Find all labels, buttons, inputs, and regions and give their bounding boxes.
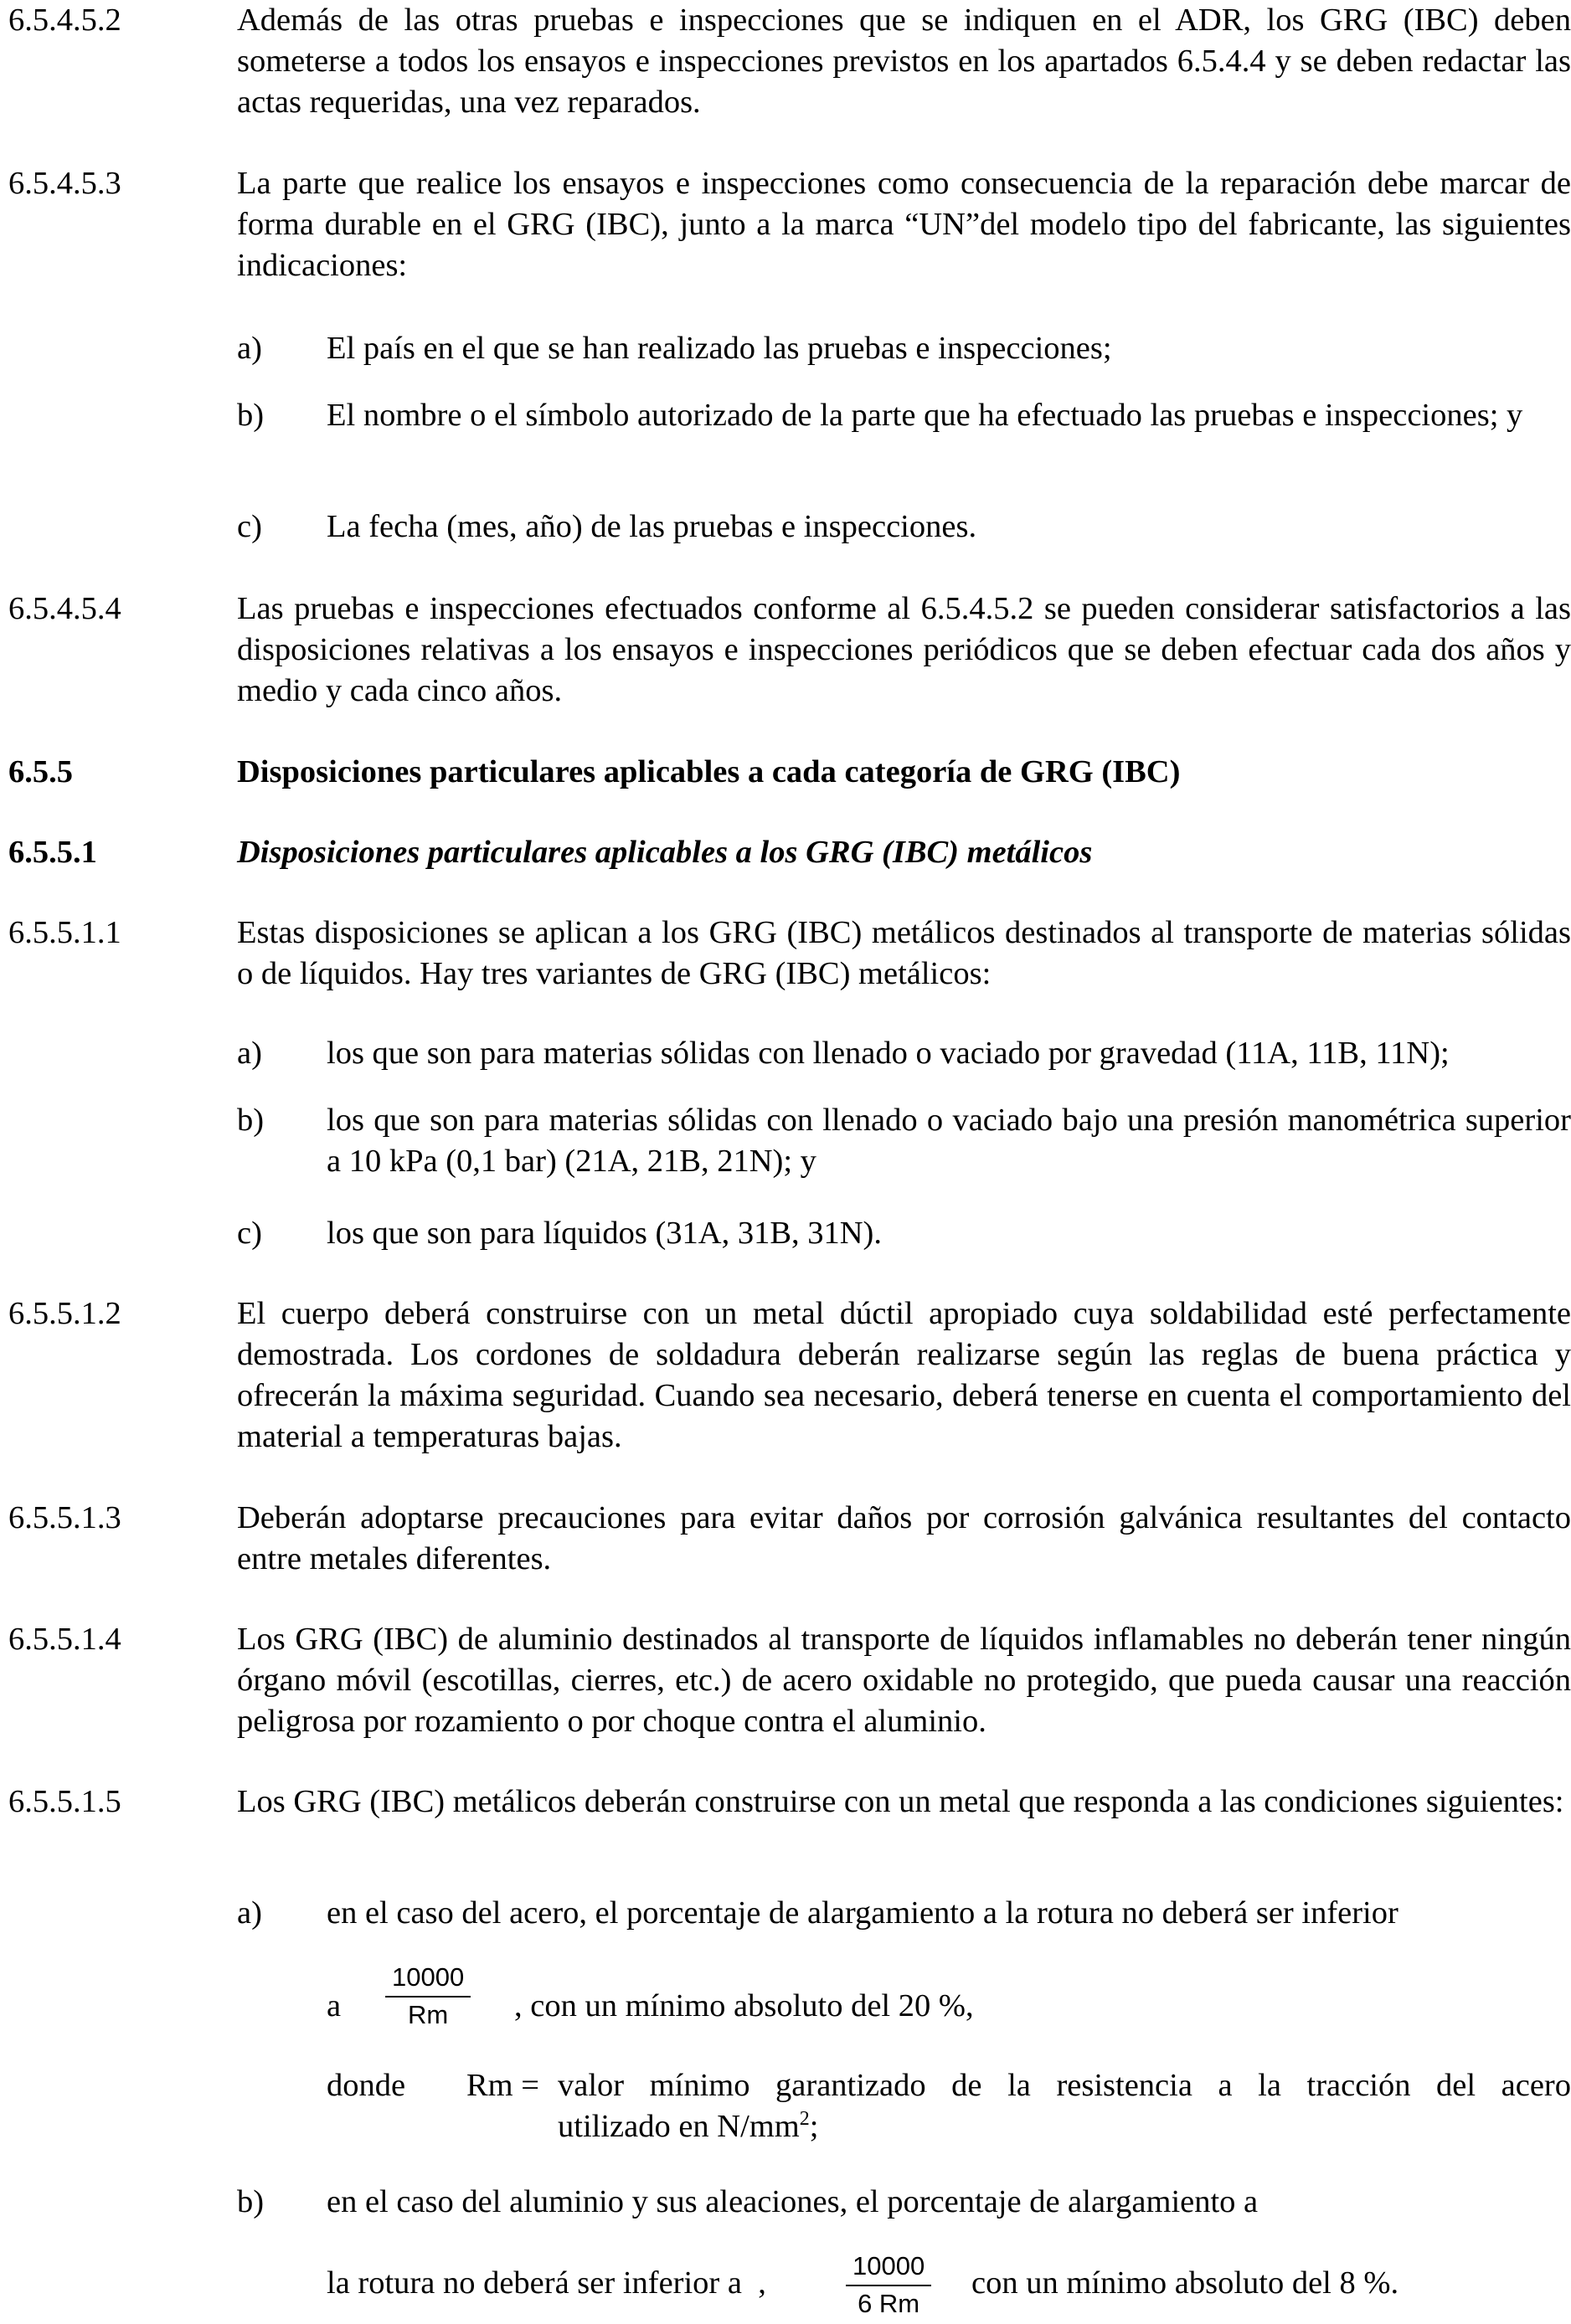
list-item-label: a) [237, 1036, 262, 1071]
list-item-text: El nombre o el símbolo autorizado de la parte que ha efectuado las pruebas e inspecciones; y [327, 398, 1523, 433]
paragraph-text: Además de las otras pruebas e inspecciones que se indiquen en el ADR, los GRG (IBC) deben someterse a todos los ensayos e inspecciones previstos en los apartados 6.5.4.4 y se deben redactar las actas requeridas, una vez reparados. [237, 3, 1571, 120]
paragraph-text: La parte que realice los ensayos e inspecciones como consecuencia de la reparación debe marcar de forma durable en el GRG (IBC), junto a la marca “UN”del modelo tipo del fabricante, las siguientes indicaciones: [237, 166, 1571, 283]
list-item-text: en el caso del aluminio y sus aleaciones, el porcentaje de alargamiento a [327, 2184, 1259, 2219]
list-item-label: a) [237, 331, 262, 366]
list-item-label: b) [237, 1103, 265, 1138]
paragraph-text: Deberán adoptarse precauciones para evitar daños por corrosión galvánica resultantes del contacto entre metales diferentes. [237, 1500, 1571, 1576]
list-item-text: en el caso del acero, el porcentaje de alargamiento a la rotura no deberá ser inferior [327, 1895, 1398, 1931]
section-number: 6.5.5.1 [8, 835, 97, 870]
paragraph-text: Los GRG (IBC) de aluminio destinados al transporte de líquidos inflamables no deberán tener ningún órgano móvil (escotillas, cierres, etc.) de acero oxidable no protegido, que pueda causar una reacción peligrosa por rozamiento o por choque contra el aluminio. [237, 1622, 1571, 1739]
fraction-aluminium [846, 2250, 931, 2320]
fraction-denominator: Rm [408, 2000, 449, 2029]
fraction-steel [385, 1962, 471, 2031]
list-item-text: los que son para materias sólidas con llenado o vaciado bajo una presión manométrica superior a 10 kPa (0,1 bar) (21A, 21B, 21N); y [327, 1103, 1571, 1179]
unit-text: utilizado en N/mm [558, 2109, 800, 2144]
fraction-numerator: 10000 [846, 2250, 931, 2286]
list-item-text: los que son para materias sólidas con llenado o vaciado por gravedad (11A, 11B, 11N); [327, 1036, 1450, 1071]
list-item-label: a) [237, 1895, 262, 1931]
unit-superscript: 2 [799, 2108, 810, 2131]
list-item-text: los que son para líquidos (31A, 31B, 31N). [327, 1216, 882, 1251]
section-number: 6.5.5 [8, 754, 73, 789]
unit-end: ; [809, 2109, 819, 2144]
paragraph-number: 6.5.5.1.3 [8, 1500, 121, 1535]
list-item-text: La fecha (mes, año) de las pruebas e inspecciones. [327, 509, 977, 544]
paragraph-text: El cuerpo deberá construirse con un metal dúctil apropiado cuya soldabilidad esté perfectamente demostrada. Los cordones de soldadura deberán realizarse según las reglas de buena práctica y ofrecerán la máxima seguridad. Cuando sea necesario, deberá tenerse en cuenta el comportamiento del material a temperaturas bajas. [237, 1296, 1571, 1454]
list-item-label: c) [237, 1216, 262, 1251]
paragraph-text: Estas disposiciones se aplican a los GRG (IBC) metálicos destinados al transporte de materias sólidas o de líquidos. Hay tres variantes de GRG (IBC) metálicos: [237, 915, 1571, 991]
paragraph-number: 6.5.5.1.5 [8, 1784, 121, 1819]
where-word: donde [327, 2068, 406, 2103]
formula-suffix: , con un mínimo absoluto del 20 %, [514, 1988, 974, 2023]
paragraph-number: 6.5.5.1.2 [8, 1296, 121, 1331]
fraction-denominator: 6 Rm [858, 2289, 920, 2318]
formula-suffix: con un mínimo absoluto del 8 %. [971, 2265, 1399, 2301]
list-item-label: b) [237, 2184, 265, 2219]
section-title: Disposiciones particulares aplicables a los GRG (IBC) metálicos [237, 835, 1093, 870]
paragraph-number: 6.5.4.5.2 [8, 3, 121, 38]
paragraph-number: 6.5.5.1.1 [8, 915, 121, 950]
section-title: Disposiciones particulares aplicables a cada categoría de GRG (IBC) [237, 754, 1181, 789]
list-item-label: b) [237, 398, 265, 433]
fraction-numerator: 10000 [385, 1962, 471, 1998]
where-definition-line2 [558, 2106, 818, 2147]
list-item-text: El país en el que se han realizado las pruebas e inspecciones; [327, 331, 1112, 366]
formula-prefix: la rotura no deberá ser inferior a , [327, 2265, 766, 2301]
formula-prefix: a [327, 1988, 342, 2023]
where-symbol: Rm = [466, 2068, 539, 2103]
paragraph-text: Los GRG (IBC) metálicos deberán construirse con un metal que responda a las condiciones siguientes: [237, 1784, 1564, 1819]
paragraph-number: 6.5.5.1.4 [8, 1622, 121, 1657]
paragraph-text: Las pruebas e inspecciones efectuados conforme al 6.5.4.5.2 se pueden considerar satisfactorios a las disposiciones relativas a los ensayos e inspecciones periódicos que se deben efectuar cada dos años y medio y cada cinco años. [237, 591, 1571, 708]
list-item-label: c) [237, 509, 262, 544]
paragraph-number: 6.5.4.5.4 [8, 591, 121, 626]
where-definition-line1: valor mínimo garantizado de la resistencia a la tracción del acero [558, 2068, 1571, 2103]
paragraph-number: 6.5.4.5.3 [8, 166, 121, 201]
